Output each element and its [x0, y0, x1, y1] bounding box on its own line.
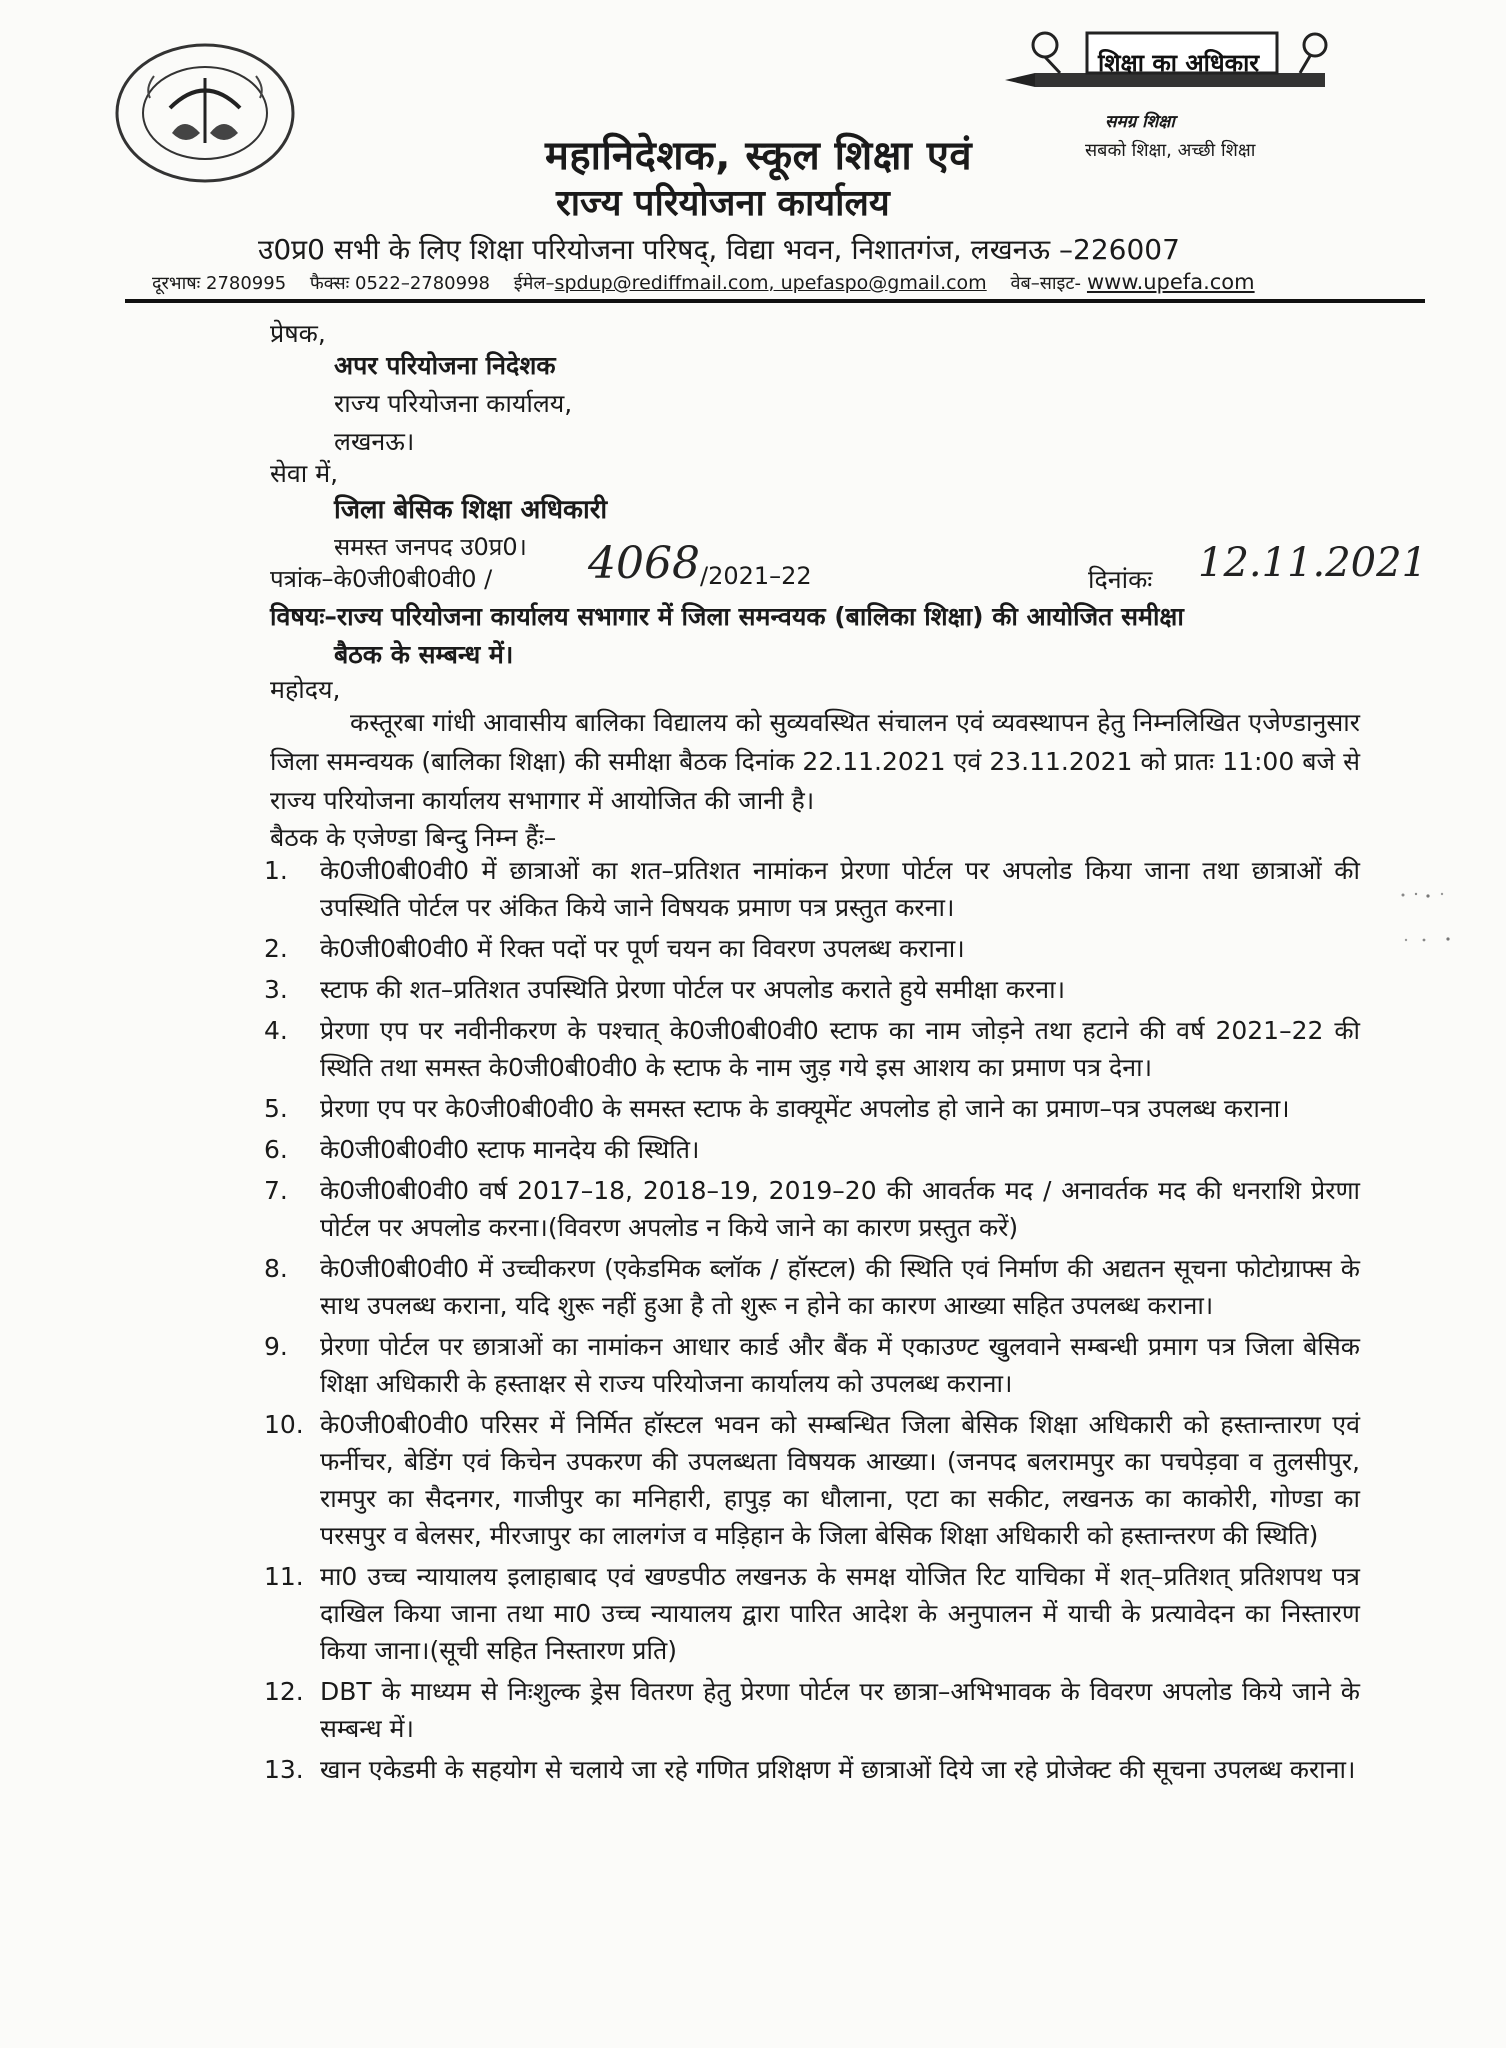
email-link-2[interactable]: , upefaspo@gmail.com [768, 272, 987, 294]
agenda-item-number: 5. [264, 1094, 288, 1123]
agenda-item [264, 1328, 1360, 1402]
office-title-line2: राज्य परियोजना कार्यालय [556, 183, 890, 224]
agenda-item-number: 1. [264, 856, 288, 885]
agenda-item [264, 1751, 1360, 1788]
agenda-item-text: प्रेरणा एप पर के0जी0बी0वी0 के समस्त स्टाफ के डाक्यूमेंट अपलोड हो जाने का प्रमाण–पत्र उपलब्ध कराना। [320, 1094, 1290, 1123]
agenda-item-text: मा0 उच्च न्यायालय इलाहाबाद एवं खण्डपीठ लखनऊ के समक्ष योजित रिट याचिका में शत्–प्रतिशत् प्रतिशपथ पत्र दाखिल किया जाना तथा मा0 उच्च न्यायालय द्वारा पारित आदेश के अनुपालन में याची के प्रत्यावेदन का निस्तारण किया जाना।(सूची सहित निस्तारण प्रति) [320, 1562, 1360, 1665]
agenda-item [264, 971, 1360, 1008]
agenda-intro: बैठक के एजेण्डा बिन्दु निम्न हैंः– [270, 823, 557, 852]
agenda-item-text: प्रेरणा पोर्टल पर छात्राओं का नामांकन आधार कार्ड और बैंक में एकाउण्ट खुलवाने सम्बन्धी प्रमाग पत्र जिला बेसिक शिक्षा अधिकारी के हस्ताक्षर से राज्य परियोजना कार्यालय को उपलब्ध कराना। [320, 1332, 1360, 1398]
agenda-item-number: 13. [264, 1755, 304, 1784]
sender-name: अपर परियोजना निदेशक [334, 351, 556, 380]
logo-samagra-text: समग्र शिक्षा [1105, 112, 1175, 132]
agenda-item-number: 4. [264, 1016, 288, 1045]
up-government-seal [110, 38, 300, 188]
office-address: उ0प्र0 सभी के लिए शिक्षा परियोजना परिषद्, विद्या भवन, निशातगंज, लखनऊ –226007 [258, 233, 1180, 266]
agenda-item [264, 1012, 1360, 1086]
email-label: ईमेल– [513, 273, 555, 294]
fax-number: फैक्सः 0522–2780998 [309, 273, 490, 294]
recipient-name: जिला बेसिक शिक्षा अधिकारी [334, 495, 608, 525]
agenda-item [264, 1558, 1360, 1669]
agenda-item [264, 1131, 1360, 1168]
agenda-item-text: खान एकेडमी के सहयोग से चलाये जा रहे गणित प्रशिक्षण में छात्राओं दिये जा रहे प्रोजेक्ट की सूचना उपलब्ध कराना। [320, 1755, 1356, 1784]
phone-number: दूरभाषः 2780995 [152, 273, 287, 294]
recipient-label: सेवा में, [270, 459, 339, 488]
reference-year: /2021–22 [700, 562, 812, 590]
agenda-item-text: के0जी0बी0वी0 परिसर में निर्मित हॉस्टल भवन को सम्बन्धित जिला बेसिक शिक्षा अधिकारी को हस्तान्तारण एवं फर्नीचर, बेडिंग एवं किचेन उपकरण की उपलब्धता विषयक आख्या। (जनपद बलरामपुर का पचपेड़वा व तुलसीपुर, रामपुर का सैदनगर, गाजीपुर का मनिहारी, हापुड़ का धौलाना, एटा का सकीट, लखनऊ का काकोरी, गोण्डा का परसपुर व बेलसर, मीरजापुर का लालगंज व मड़िहान के जिला बेसिक शिक्षा अधिकारी को हस्तान्तरण की स्थिति) [320, 1410, 1360, 1550]
scan-speck-mark [1398, 890, 1458, 900]
logo-tagline: सबको शिक्षा, अच्छी शिक्षा [1085, 140, 1256, 161]
agenda-item-text: के0जी0बी0वी0 में छात्राओं का शत–प्रतिशत नामांकन प्रेरणा पोर्टल पर अपलोड किया जाना तथा छात्राओं की उपस्थिति पोर्टल पर अंकित किये जाने विषयक प्रमाण पत्र प्रस्तुत करना। [320, 856, 1360, 922]
agenda-item-number: 8. [264, 1254, 288, 1283]
website-link[interactable]: www.upefa.com [1086, 270, 1255, 294]
subject [270, 598, 1360, 674]
reference-prefix: पत्रांक–के0जी0बी0वी0 / [270, 565, 493, 593]
subject-line1: विषयः–राज्य परियोजना कार्यालय सभागार में जिला समन्वयक (बालिका शिक्षा) की आयोजित समीक्षा [270, 602, 1184, 631]
sender-office: राज्य परियोजना कार्यालय, [334, 389, 573, 418]
agenda-list [264, 852, 1360, 1792]
agenda-item-number: 10. [264, 1410, 304, 1439]
header-divider [125, 299, 1425, 303]
agenda-item-text: के0जी0बी0वी0 में रिक्त पदों पर पूर्ण चयन का विवरण उपलब्ध कराना। [320, 934, 965, 963]
agenda-item [264, 1090, 1360, 1127]
agenda-item-number: 6. [264, 1135, 288, 1164]
agenda-item-text: के0जी0बी0वी0 वर्ष 2017–18, 2018–19, 2019–20 की आवर्तक मद / अनावर्तक मद की धनराशि प्रेरणा पोर्टल पर अपलोड करना।(विवरण अपलोड न किये जाने का कारण प्रस्तुत करें) [320, 1176, 1360, 1242]
scan-speck-mark [1398, 935, 1458, 945]
agenda-item-number: 3. [264, 975, 288, 1004]
sender-label: प्रेषक, [270, 319, 326, 348]
agenda-item-number: 9. [264, 1332, 288, 1361]
body-paragraph: कस्तूरबा गांधी आवासीय बालिका विद्यालय को सुव्यवस्थित संचालन एवं व्यवस्थापन हेतु निम्नलिखित एजेण्डानुसार जिला समन्वयक (बालिका शिक्षा) की समीक्षा बैठक दिनांक 22.11.2021 एवं 23.11.2021 को प्रातः 11:00 बजे से राज्य परियोजना कार्यालय सभागार में आयोजित की जानी है। [270, 708, 1360, 815]
sender-city: लखनऊ। [334, 427, 415, 456]
logo-banner-text: शिक्षा का अधिकार [1098, 49, 1260, 77]
date-handwritten: 12.11.2021 [1198, 540, 1428, 586]
agenda-item-number: 11. [264, 1562, 304, 1591]
agenda-item [264, 1250, 1360, 1324]
email-link-1[interactable]: spdup@rediffmail.com [554, 272, 769, 294]
date-label: दिनांकः [1088, 565, 1153, 594]
office-title-line1: महानिदेशक, स्कूल शिक्षा एवं [545, 133, 973, 179]
agenda-item [264, 1172, 1360, 1246]
agenda-item-text: के0जी0बी0वी0 स्टाफ मानदेय की स्थिति। [320, 1135, 700, 1164]
agenda-item-text: DBT के माध्यम से निःशुल्क ड्रेस वितरण हेतु प्रेरणा पोर्टल पर छात्रा–अभिभावक के विवरण अपलोड किये जाने के सम्बन्ध में। [320, 1677, 1360, 1743]
web-label: वेब–साइट- [1010, 273, 1081, 294]
agenda-item-number: 7. [264, 1176, 288, 1205]
agenda-item [264, 1673, 1360, 1747]
agenda-item-text: प्रेरणा एप पर नवीनीकरण के पश्चात् के0जी0बी0वी0 स्टाफ का नाम जोड़ने तथा हटाने की वर्ष 2021–22 की स्थिति तथा समस्त के0जी0बी0वी0 के स्टाफ के नाम जुड़ गये इस आशय का प्रमाण पत्र देना। [320, 1016, 1360, 1082]
agenda-item-number: 12. [264, 1677, 304, 1706]
contact-line [152, 270, 1273, 295]
agenda-item-number: 2. [264, 934, 288, 963]
agenda-item [264, 930, 1360, 967]
subject-line2: बैठक के सम्बन्ध में। [334, 640, 514, 669]
recipient-district: समस्त जनपद उ0प्र0। [334, 533, 527, 561]
agenda-item [264, 1406, 1360, 1554]
agenda-item-text: स्टाफ की शत–प्रतिशत उपस्थिति प्रेरणा पोर्टल पर अपलोड कराते हुये समीक्षा करना। [320, 975, 1066, 1004]
agenda-item [264, 852, 1360, 926]
salutation: महोदय, [270, 675, 341, 704]
agenda-item-text: के0जी0बी0वी0 में उच्चीकरण (एकेडमिक ब्लॉक / हॉस्टल) की स्थिति एवं निर्माण की अद्यतन सूचना फोटोग्राफ्स के साथ उपलब्ध कराना, यदि शुरू नहीं हुआ है तो शुरू न होने का कारण आख्या सहित उपलब्ध कराना। [320, 1254, 1360, 1320]
reference-number-handwritten: 4068 [588, 538, 700, 589]
